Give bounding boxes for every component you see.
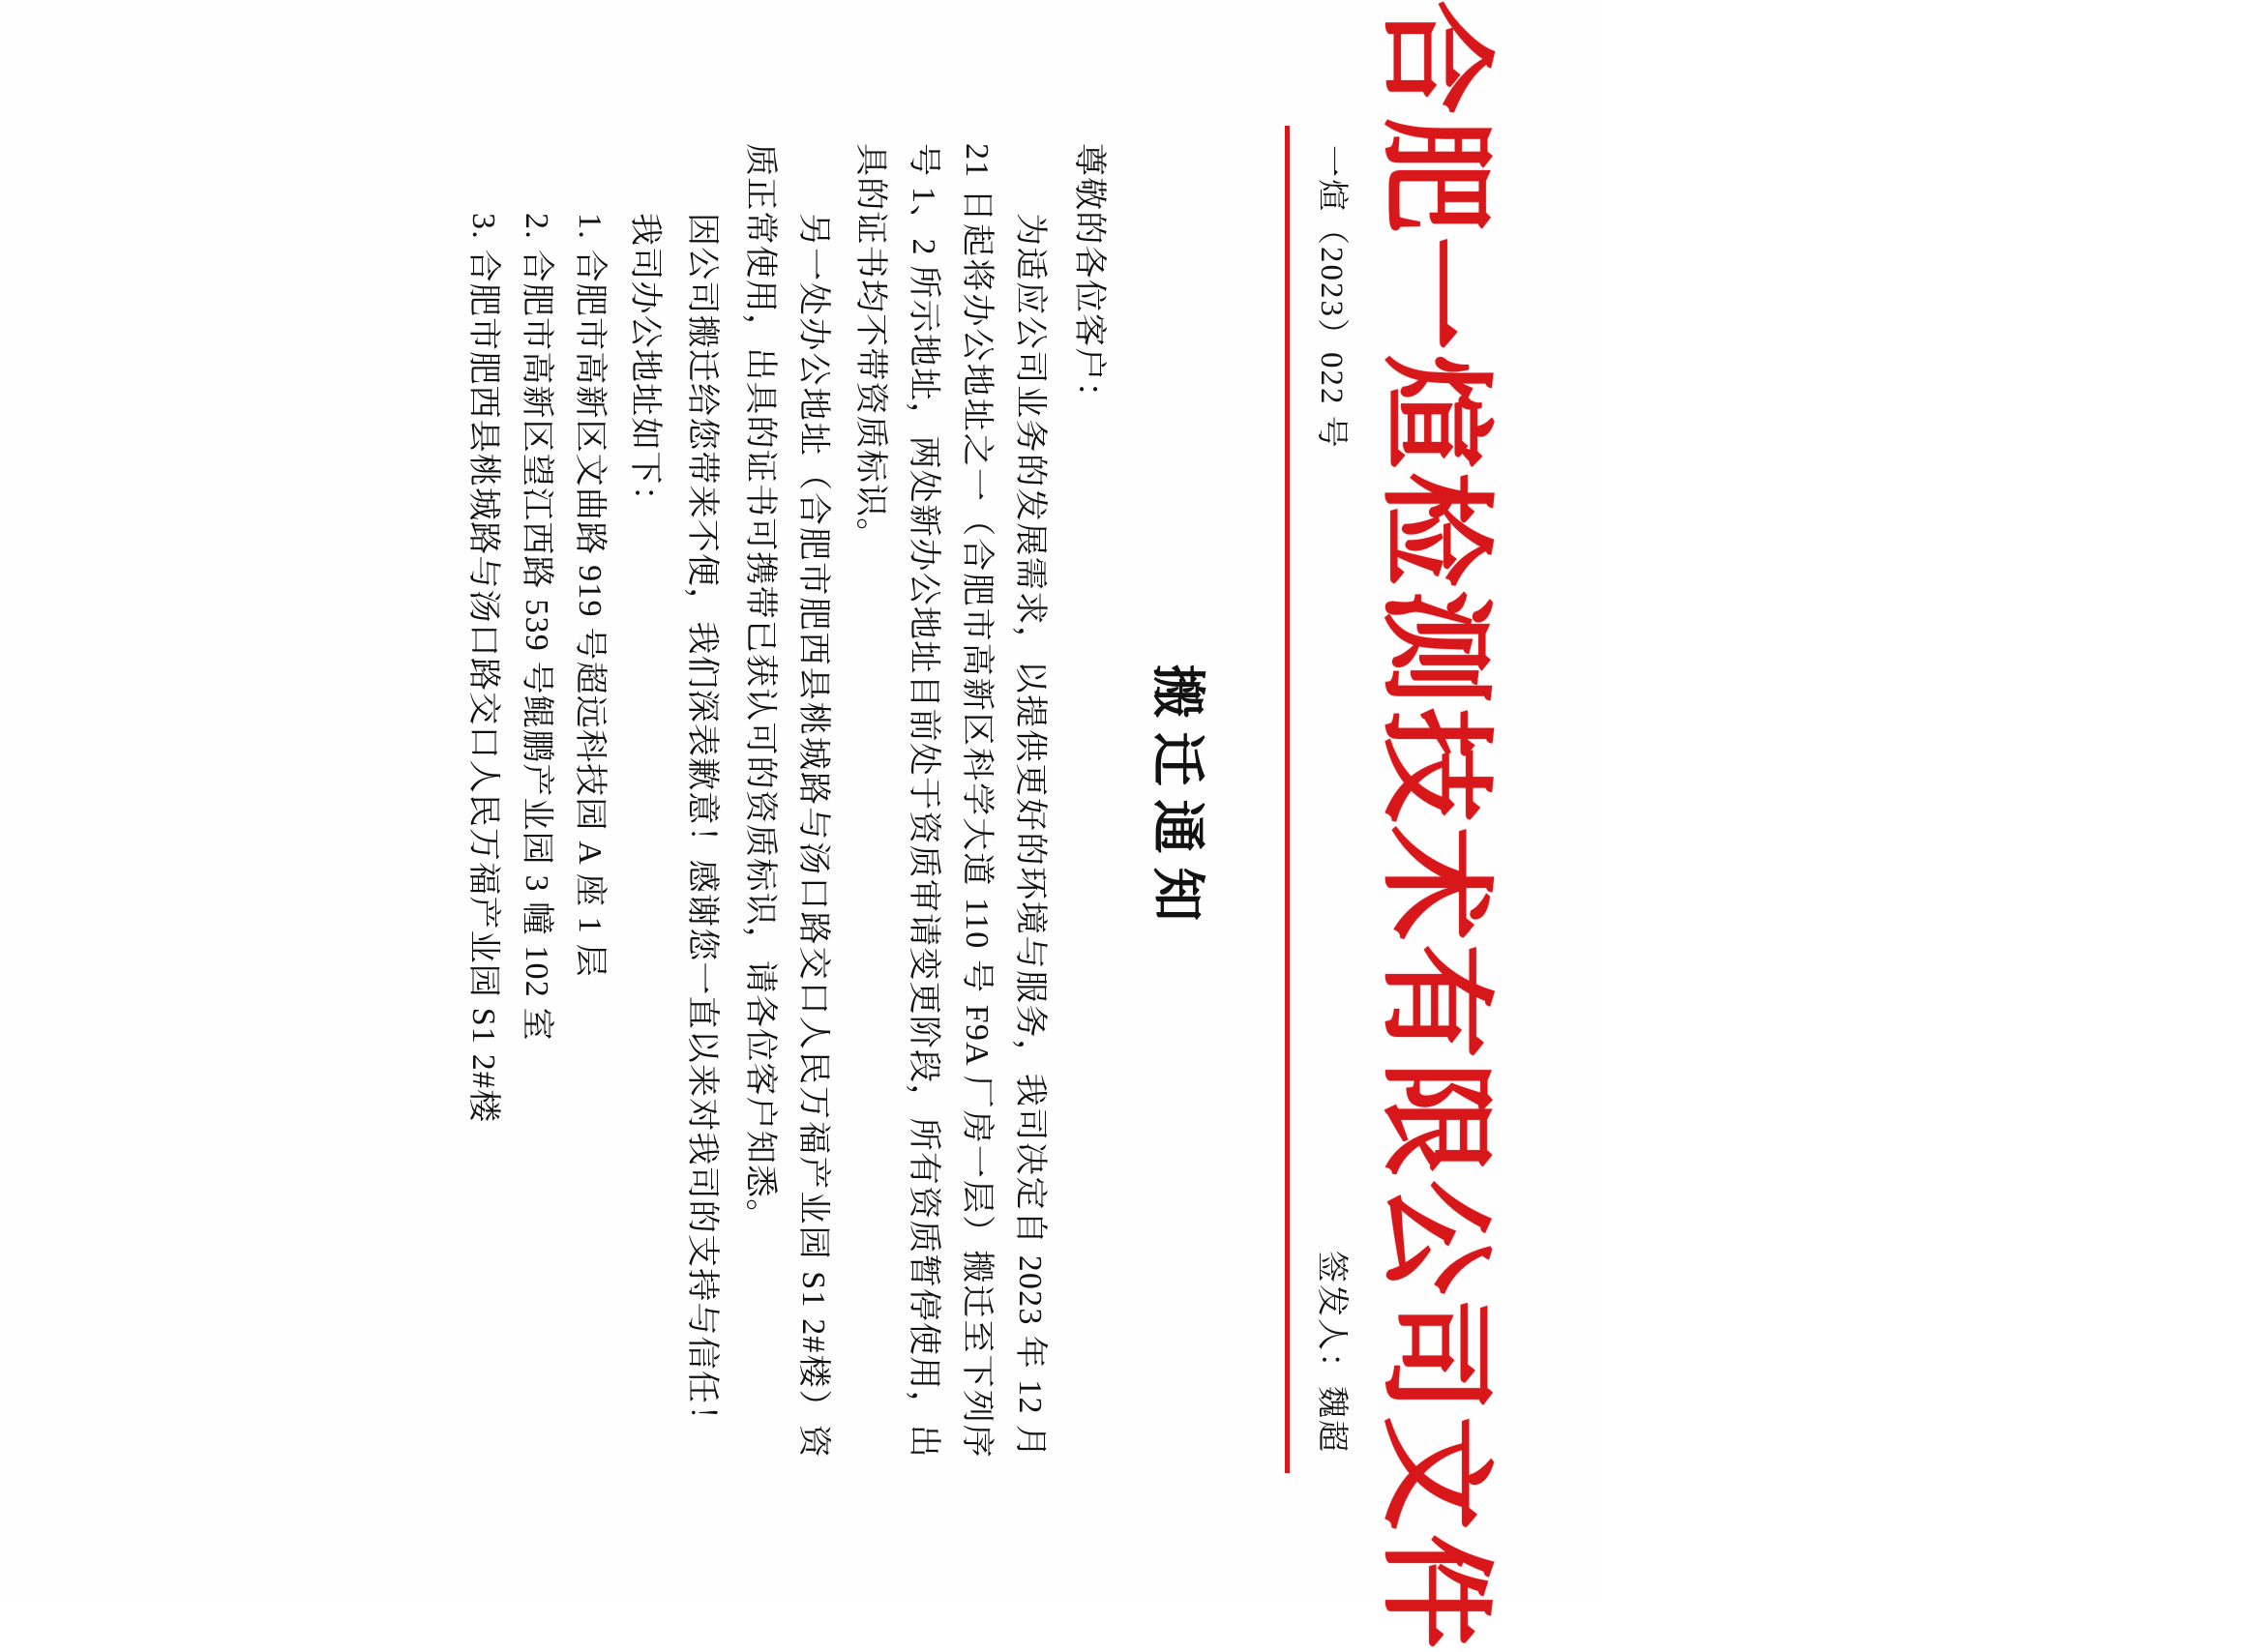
address-item-1: 1. 合肥市高新区文曲路 919 号超远科技园 A 座 1 层 xyxy=(572,213,609,978)
body-paragraph-2: 另一处办公地址（合肥市肥西县桃城路与汤口路交口人民万福产业园 S1 2#楼）资质正常使用，出具的证书可携带已获认可的资质标识，请各位客户知悉。 xyxy=(741,143,831,1459)
document-body xyxy=(457,143,1116,1459)
body-paragraph-3: 因公司搬迁给您带来不便，我们深表歉意！感谢您一直以来对我司的支持与信任！ xyxy=(684,213,721,1439)
red-divider-rule xyxy=(1285,126,1290,1473)
document-masthead: 合肥一煊检测技术有限公司文件 xyxy=(1371,0,1498,1652)
body-paragraph-1: 为适应公司业务的发展需求，以提供更好的环境与服务，我司决定自 2023 年 12 月 21 日起将办公地址之一（合肥市高新区科学大道 110 号 F9A 厂房一层）搬迁至下列序号 1、2 所示地址，两处新办公地址目前处于资质审请变更阶段，所有资质暂停使用，出具的证书均不带资质标识。 xyxy=(851,143,1048,1459)
address-list-heading: 我司办公地址如下： xyxy=(627,213,664,519)
salutation: 尊敬的各位客户： xyxy=(1071,143,1107,416)
address-item-2: 2. 合肥市高新区望江西路 539 号鲲鹏产业园 3 幢 102 室 xyxy=(519,213,555,1042)
document-number: 一煊（2023）022 号 xyxy=(1314,145,1349,450)
document-meta-row xyxy=(1312,145,1357,1454)
document-title: 搬迁通知 xyxy=(1146,664,1206,935)
document-issuer: 签发人：魏超 xyxy=(1314,1251,1349,1454)
address-item-3: 3. 合肥市肥西县桃城路与汤口路交口人民万福产业园 S1 2#楼 xyxy=(465,213,502,1124)
